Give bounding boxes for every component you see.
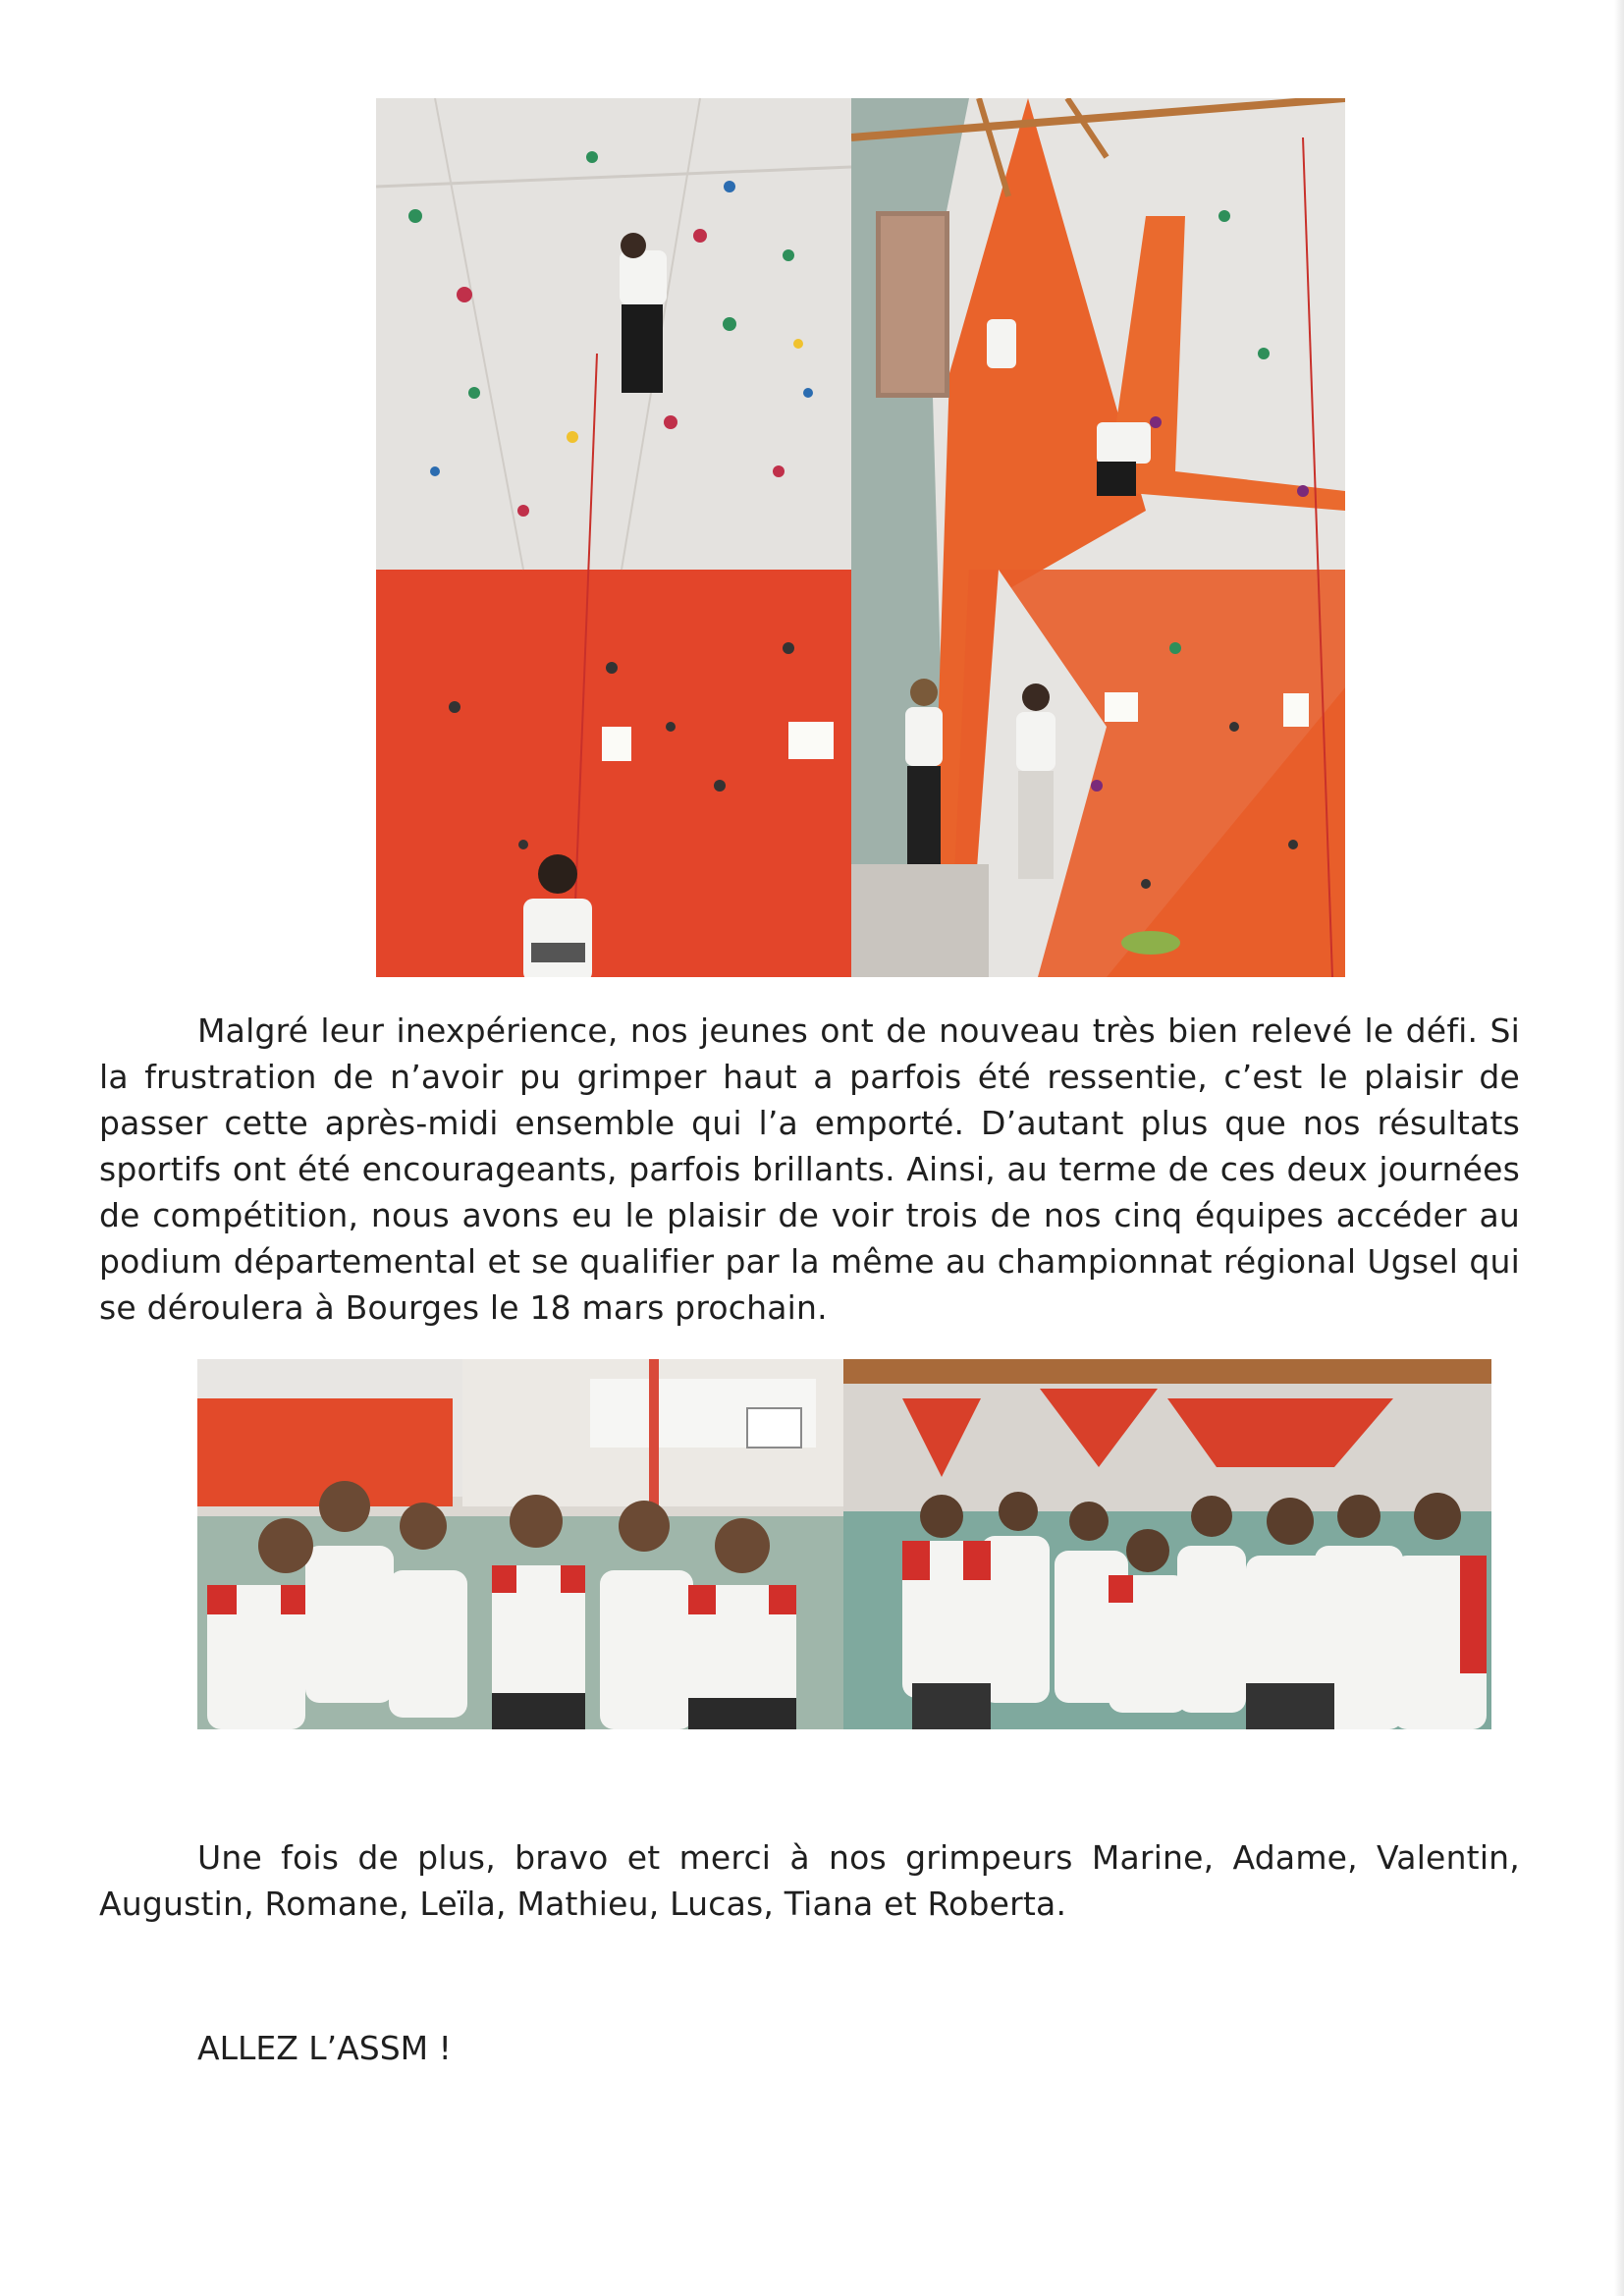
paragraph-results: Malgré leur inexpérience, nos jeunes ont de nouveau très bien relevé le défi. Si la frustration de n’avoir pu grimper haut a parfois été ressentie, c’est le plaisir de passer cette après-midi ensemble qui l’a emporté. D’autant plus que nos résultats sportifs ont été encourageants, parfois brillants. Ainsi, au terme de ces deux journées de compétition, nous avons eu le plaisir de voir trois de nos cinq équipes accéder au podium départemental et se qualifier par la même au championnat régional Ugsel qui se déroulera à Bourges le 18 mars prochain.: [99, 1011, 1520, 1327]
team-photo-right: [843, 1359, 1491, 1729]
page-edge: [1614, 0, 1624, 2296]
team-photo-left: [197, 1359, 843, 1729]
paragraph-thanks: Une fois de plus, bravo et merci à nos grimpeurs Marine, Adame, Valentin, Augustin, Romane, Leïla, Mathieu, Lucas, Tiana et Roberta.: [99, 1838, 1520, 1923]
closing-slogan: ALLEZ L’ASSM !: [197, 2029, 452, 2067]
climbing-photo-left: [376, 98, 851, 977]
climbing-photo-right: [851, 98, 1345, 977]
